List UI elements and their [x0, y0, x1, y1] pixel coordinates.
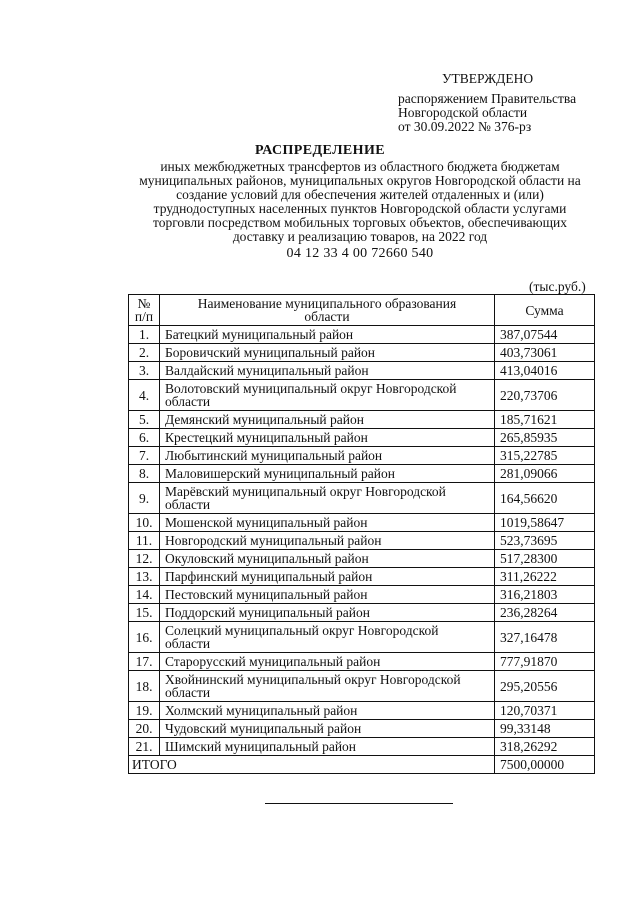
row-sum: 311,26222 — [495, 568, 595, 586]
header-name-line1: Наименование муниципального образования — [197, 296, 457, 311]
table-row — [129, 720, 595, 738]
table-row — [129, 550, 595, 568]
row-number: 2. — [129, 344, 160, 362]
subtitle-line: торговли посредством мобильных торговых объектов, обеспечивающих — [153, 215, 567, 230]
municipality-name-line1: Мошенской муниципальный район — [165, 515, 368, 530]
row-sum: 316,21803 — [495, 586, 595, 604]
row-sum: 265,85935 — [495, 429, 595, 447]
approval-heading: УТВЕРЖДЕНО — [442, 71, 534, 86]
row-sum: 295,20556 — [495, 671, 595, 702]
municipality-name-line1: Старорусский муниципальный район — [165, 654, 381, 669]
municipality-name — [160, 671, 495, 702]
table-row — [129, 344, 595, 362]
row-sum: 387,07544 — [495, 326, 595, 344]
approval-line: Новгородской области — [398, 105, 528, 120]
row-sum: 1019,58647 — [495, 514, 595, 532]
municipality-name-line1: Новгородский муниципальный район — [165, 533, 382, 548]
municipality-name — [160, 550, 495, 568]
municipality-name-line1: Поддорский муниципальный район — [165, 605, 370, 620]
budget-classification-code: 04 12 33 4 00 72660 540 — [286, 246, 434, 261]
header-sum: Сумма — [495, 295, 595, 326]
municipality-name-line1: Боровичский муниципальный район — [165, 345, 376, 360]
subtitle-line: доставку и реализацию товаров, на 2022 год — [232, 229, 488, 244]
subtitle-line: создание условий для обеспечения жителей отдаленных и (или) — [176, 187, 544, 202]
table-row — [129, 532, 595, 550]
table-row — [129, 568, 595, 586]
units-label: (тыс.руб.) — [529, 279, 586, 294]
row-sum: 777,91870 — [495, 653, 595, 671]
table-row — [129, 586, 595, 604]
row-number: 6. — [129, 429, 160, 447]
row-number: 17. — [129, 653, 160, 671]
municipality-name — [160, 738, 495, 756]
municipality-name-line1: Солецкий муниципальный округ Новгородской — [165, 623, 439, 638]
municipality-name — [160, 447, 495, 465]
municipality-name-line1: Демянский муниципальный район — [165, 412, 364, 427]
header-number — [129, 295, 160, 326]
row-number: 8. — [129, 465, 160, 483]
municipality-name-line1: Волотовский муниципальный округ Новгородской — [165, 381, 457, 396]
row-sum: 99,33148 — [495, 720, 595, 738]
row-sum: 517,28300 — [495, 550, 595, 568]
row-number: 16. — [129, 622, 160, 653]
municipality-name-line1: Хвойнинский муниципальный округ Новгородской — [165, 672, 461, 687]
row-number: 20. — [129, 720, 160, 738]
row-number: 13. — [129, 568, 160, 586]
municipality-name-line1: Окуловский муниципальный район — [165, 551, 369, 566]
total-row — [129, 756, 595, 774]
header-number-line2: п/п — [134, 309, 154, 324]
header-name-line2: области — [304, 309, 350, 324]
municipality-name-line1: Чудовский муниципальный район — [165, 721, 362, 736]
row-number: 3. — [129, 362, 160, 380]
row-number: 19. — [129, 702, 160, 720]
approval-line: распоряжением Правительства — [398, 91, 577, 106]
distribution-table — [128, 294, 595, 774]
municipality-name — [160, 622, 495, 653]
row-sum: 185,71621 — [495, 411, 595, 429]
row-number: 10. — [129, 514, 160, 532]
table-row — [129, 514, 595, 532]
municipality-name-line1: Крестецкий муниципальный район — [165, 430, 368, 445]
table-row — [129, 411, 595, 429]
municipality-name-line1: Холмский муниципальный район — [165, 703, 358, 718]
municipality-name — [160, 653, 495, 671]
table-row — [129, 380, 595, 411]
table-header-row — [129, 295, 595, 326]
municipality-name-line2: области — [165, 685, 211, 700]
row-sum: 220,73706 — [495, 380, 595, 411]
table-row — [129, 604, 595, 622]
row-number: 1. — [129, 326, 160, 344]
municipality-name — [160, 568, 495, 586]
row-sum: 327,16478 — [495, 622, 595, 653]
municipality-name-line1: Любытинский муниципальный район — [165, 448, 383, 463]
row-sum: 281,09066 — [495, 465, 595, 483]
municipality-name — [160, 362, 495, 380]
row-sum: 236,28264 — [495, 604, 595, 622]
row-sum: 120,70371 — [495, 702, 595, 720]
row-number: 14. — [129, 586, 160, 604]
municipality-name — [160, 465, 495, 483]
total-sum: 7500,00000 — [495, 756, 595, 774]
table-row — [129, 738, 595, 756]
table-row — [129, 702, 595, 720]
row-number: 9. — [129, 483, 160, 514]
table-row — [129, 447, 595, 465]
municipality-name-line1: Пестовский муниципальный район — [165, 587, 368, 602]
municipality-name — [160, 586, 495, 604]
row-number: 12. — [129, 550, 160, 568]
row-sum: 403,73061 — [495, 344, 595, 362]
table-row — [129, 465, 595, 483]
header-number-line1: № — [137, 296, 151, 311]
municipality-name-line1: Маловишерский муниципальный район — [165, 466, 395, 481]
subtitle-line: муниципальных районов, муниципальных округов Новгородской области на — [139, 173, 581, 188]
municipality-name-line2: области — [165, 636, 211, 651]
subtitle-line: труднодоступных населенных пунктов Новгородской области услугами — [153, 201, 567, 216]
municipality-name-line1: Валдайский муниципальный район — [165, 363, 369, 378]
row-number: 18. — [129, 671, 160, 702]
municipality-name-line2: области — [165, 497, 211, 512]
closing-rule — [265, 803, 453, 804]
municipality-name-line2: области — [165, 394, 211, 409]
approval-line: от 30.09.2022 № 376-рз — [398, 119, 532, 134]
table-row — [129, 362, 595, 380]
row-number: 15. — [129, 604, 160, 622]
row-number: 11. — [129, 532, 160, 550]
table-row — [129, 622, 595, 653]
municipality-name — [160, 344, 495, 362]
header-name — [160, 295, 495, 326]
table-row — [129, 653, 595, 671]
row-number: 21. — [129, 738, 160, 756]
total-label: ИТОГО — [129, 756, 495, 774]
municipality-name — [160, 532, 495, 550]
municipality-name — [160, 326, 495, 344]
municipality-name — [160, 411, 495, 429]
table-row — [129, 483, 595, 514]
municipality-name — [160, 604, 495, 622]
table-row — [129, 326, 595, 344]
municipality-name — [160, 720, 495, 738]
row-sum: 315,22785 — [495, 447, 595, 465]
municipality-name — [160, 483, 495, 514]
subtitle-line: иных межбюджетных трансфертов из областного бюджета бюджетам — [160, 159, 560, 174]
row-number: 5. — [129, 411, 160, 429]
municipality-name — [160, 380, 495, 411]
approval-block — [398, 72, 576, 134]
row-sum: 523,73695 — [495, 532, 595, 550]
table-row — [129, 671, 595, 702]
row-number: 7. — [129, 447, 160, 465]
municipality-name-line1: Марёвский муниципальный округ Новгородской — [165, 484, 446, 499]
row-sum: 164,56620 — [495, 483, 595, 514]
table-row — [129, 429, 595, 447]
municipality-name-line1: Шимский муниципальный район — [165, 739, 357, 754]
municipality-name — [160, 429, 495, 447]
document-subtitle — [118, 160, 602, 244]
document-title: РАСПРЕДЕЛЕНИЕ — [255, 143, 385, 158]
municipality-name — [160, 514, 495, 532]
row-number: 4. — [129, 380, 160, 411]
municipality-name — [160, 702, 495, 720]
row-sum: 413,04016 — [495, 362, 595, 380]
row-sum: 318,26292 — [495, 738, 595, 756]
municipality-name-line1: Батецкий муниципальный район — [165, 327, 354, 342]
municipality-name-line1: Парфинский муниципальный район — [165, 569, 373, 584]
